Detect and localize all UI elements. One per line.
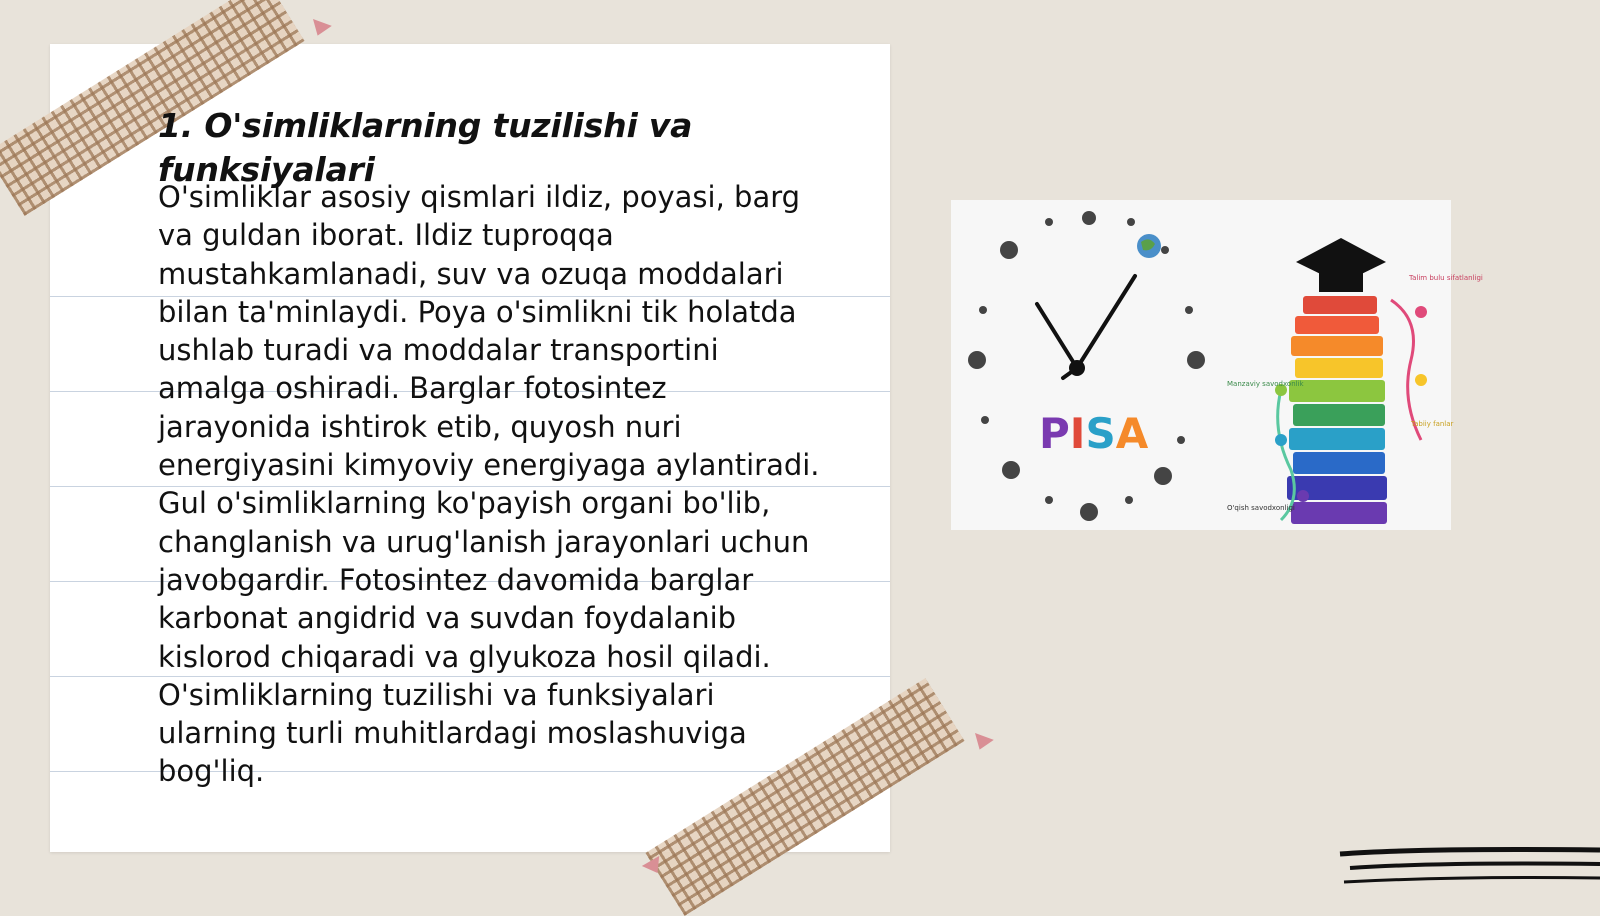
tape-tab-bottom-right (970, 733, 994, 753)
label-math: Manzaviy savodxonlik (1227, 380, 1304, 388)
pisa-letter: A (1115, 409, 1149, 458)
label-reading: O'qish savodxonligi (1227, 504, 1295, 512)
label-science: Tabiiy fanlar (1411, 420, 1454, 428)
pisa-clock-books-image (951, 200, 1483, 530)
pisa-letter: S (1085, 409, 1116, 458)
pisa-illustration (951, 200, 1483, 530)
pisa-letter: I (1069, 409, 1086, 458)
tape-tab-top (308, 19, 332, 39)
slide-content (158, 104, 838, 791)
decorative-brush-lines (1340, 840, 1600, 900)
book-stack (1287, 296, 1387, 524)
pisa-logo-text (1039, 409, 1149, 458)
label-quality: Talim bulu sifatlanligi (1409, 274, 1483, 282)
slide-title: 1. O'simliklarning tuzilishi va funksiyalari (158, 106, 693, 189)
pisa-letter: P (1039, 409, 1070, 458)
slide-body: O'simliklar asosiy qismlari ildiz, poyasi, barg va guldan iborat. Ildiz tuproqqa mustahkamlanadi, suv va ozuqa moddalari bilan ta'minlaydi. Poya o'simlikni tik holatda ushlab turadi va moddalar transportini amalga oshiradi. Barglar fotosintez jarayonida ishtirok etib, quyosh nuri energiyasini kimyoviy energiyaga aylantiradi. Gul o'simliklarning ko'payish organi bo'lib, changlanish va urug'lanish jarayonlari uchun javobgardir. Fotosintez davomida barglar karbonat angidrid va suvdan foydalanib kislorod chiqaradi va glyukoza hosil qiladi. O'simliklarning tuzilishi va funksiyalari ularning turli muhitlardagi moslashuviga bog'liq. (158, 180, 820, 789)
